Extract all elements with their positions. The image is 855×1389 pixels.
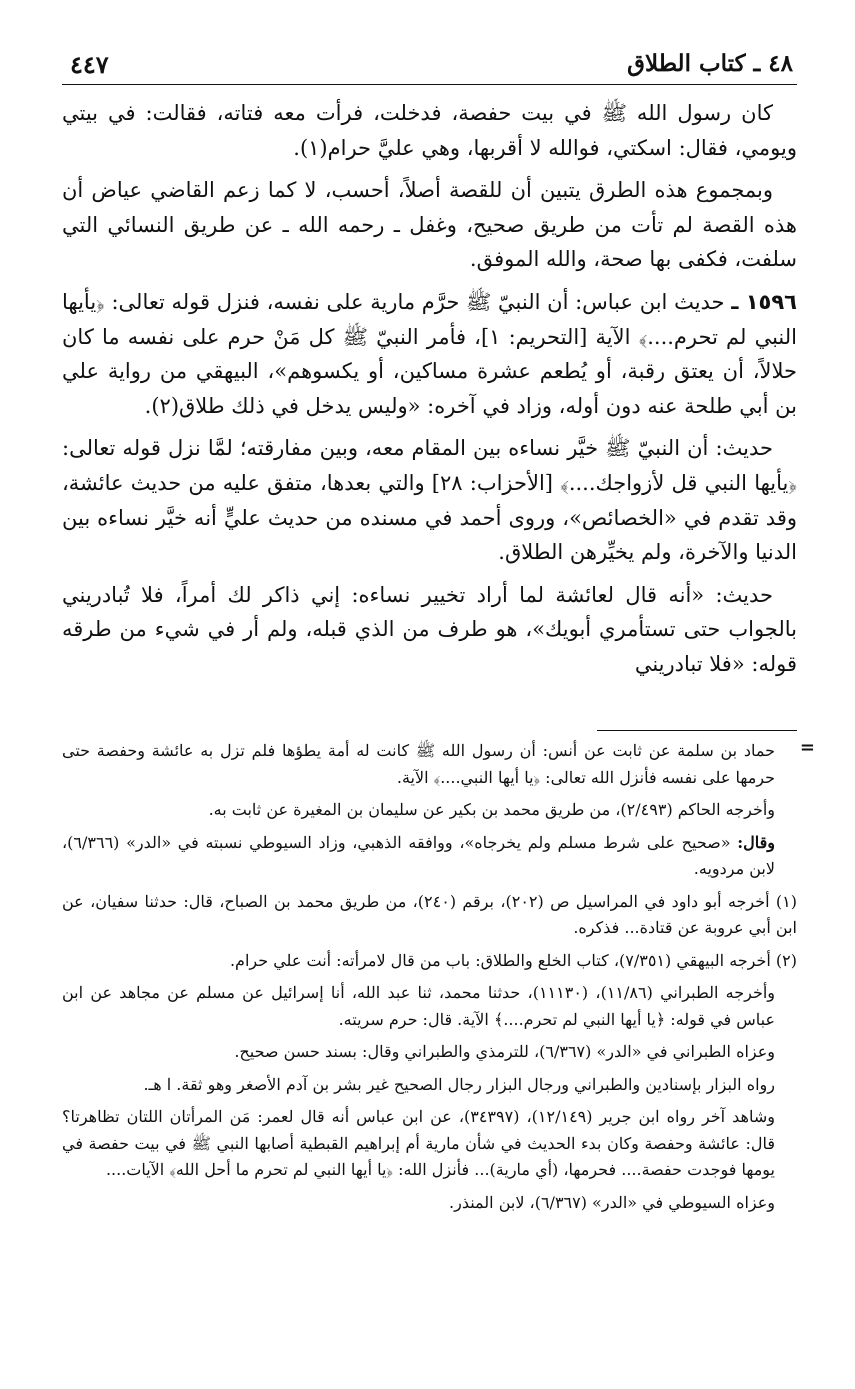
main-text xyxy=(62,96,797,690)
hadith-1596 xyxy=(62,285,797,423)
footnote-continuation xyxy=(62,830,797,883)
paragraph: كان رسول الله ﷺ في بيت حفصة، فدخلت، فرأت معه فتاته، فقالت: في بيتي ويومي، فقال: اسكتي، فوالله لا أقربها، وهي عليَّ حرام(١). xyxy=(62,101,797,160)
page-header xyxy=(62,46,797,85)
running-head: ٤٨ ـ كتاب الطلاق xyxy=(627,50,793,77)
page-number: ٤٤٧ xyxy=(70,50,109,79)
footnote-2-part: وعزاه الطبراني في «الدر» (٦/٣٦٧)، للترمذي والطبراني وقال: بسند حسن صحيح. xyxy=(234,1042,775,1061)
hadith-number: ١٥٩٦ ـ xyxy=(731,289,797,314)
footnote-continuation: حماد بن سلمة عن ثابت عن أنس: أن رسول الله ﷺ كانت له أمة يطؤها فلم تزل به عائشة وحفصة حتى حرمها على نفسه فأنزل الله تعالى: ﴿يا أيها النبي....﴾ الآية. xyxy=(62,741,775,787)
footnote-continuation: وأخرجه الحاكم (٢/٤٩٣)، من طريق محمد بن بكير عن سليمان بن المغيرة عن ثابت به. xyxy=(208,800,775,819)
footnote-2-part: رواه البزار بإسنادين والطبراني ورجال البزار رجال الصحيح غير بشر بن آدم الأصغر وهو ثقة. ا هـ. xyxy=(143,1074,775,1094)
paragraph: حديث: «أنه قال لعائشة لما أراد تخيير نساءه: إني ذاكر لك أمراً، فلا تُبادريني بالجواب حتى تستأمري أبويك»، هو طرف من الذي قبله، ولم أر في شيء من طرقه قوله: «فلا تبادريني xyxy=(62,582,797,676)
footnote-2-part: وشاهد آخر رواه ابن جرير (١٢/١٤٩)، (٣٤٣٩٧)، عن ابن عباس أنه قال لعمر: مَن المرأتان اللتان تظاهرتا؟ قال: عائشة وحفصة وكان بدء الحديث في شأن مارية أم إبراهيم القبطية أصابها النبي ﷺ في بيت حفصة في يومها فوجدت حفصة.... فحرمها، (أي مارية)... فأنزل الله: ﴿يا أيها النبي لم تحرم ما أحل الله﴾ الآيات.... xyxy=(62,1107,775,1179)
footnote-2-part: وعزاه السيوطي في «الدر» (٦/٣٦٧)، لابن المنذر. xyxy=(449,1192,775,1212)
hadith-text: حديث ابن عباس: أن النبيّ ﷺ حرَّم مارية على نفسه، فنزل قوله تعالى: ﴿يأيها النبي لم تحرم....﴾ الآية [التحريم: ١]، فأمر النبيّ ﷺ كل مَنْ حرم على نفسه ما كان حلالاً، أن يعتق رقبة، أو يُطعم عشرة مساكين، أو يكسوهم»، البيهقي من رواية علي بن أبي طلحة عنه دون أوله، وزاد في آخره: «وليس يدخل في ذلك طلاق(٢). xyxy=(62,289,797,418)
paragraph: وبمجموع هذه الطرق يتبين أن للقصة أصلاً، أحسب، لا كما زعم القاضي عياض أن هذه القصة لم تأت من طريق صحيح، وغفل ـ رحمه الله ـ عن طريق النسائي التي سلفت، فكفى بها صحة، والله الموفق. xyxy=(62,178,797,272)
footnote-1: (١) أخرجه أبو داود في المراسيل ص (٢٠٢)، برقم (٢٤٠)، من طريق محمد بن الصباح، قال: حدثنا سفيان، عن ابن أبي عروبة عن قتادة... فذكره. xyxy=(62,891,798,937)
footnote-divider xyxy=(597,730,797,731)
footnotes xyxy=(62,738,797,1222)
footnote-2-part: وأخرجه الطبراني (١١/٨٦)، (١١١٣٠)، حدثنا محمد، ثنا عبد الله، أنا إسرائيل عن مسلم عن مجاهد عن ابن عباس في قوله: ﴿يا أيها النبي لم تحرم....﴾ الآية. قال: حرم سريته. xyxy=(62,983,775,1029)
footnote-label: وقال: xyxy=(737,832,775,852)
paragraph: حديث: أن النبيّ ﷺ خيَّر نساءه بين المقام معه، وبين مفارقته؛ لمَّا نزل قوله تعالى: ﴿يأيها النبي قل لأزواجك....﴾ [الأحزاب: ٢٨] والتي بعدها، متفق عليه من حديث عائشة، وقد تقدم في «الخصائص»، وروى أحمد في مسنده من حديث عليٍّ أنه خيَّر نساءه بين الدنيا والآخرة، ولم يخيِّرهن الطلاق. xyxy=(62,436,797,565)
footnote-continuation-mark: = xyxy=(799,737,815,758)
footnote-2: (٢) أخرجه البيهقي (٧/٣٥١)، كتاب الخلع والطلاق: باب من قال لامرأته: أنت علي حرام. xyxy=(229,950,797,970)
footnote-text: «صحيح على شرط مسلم ولم يخرجاه»، ووافقه الذهبي، وزاد السيوطي نسبته في «الدر» (٦/٣٦٦)، لابن مردويه. xyxy=(62,832,775,878)
